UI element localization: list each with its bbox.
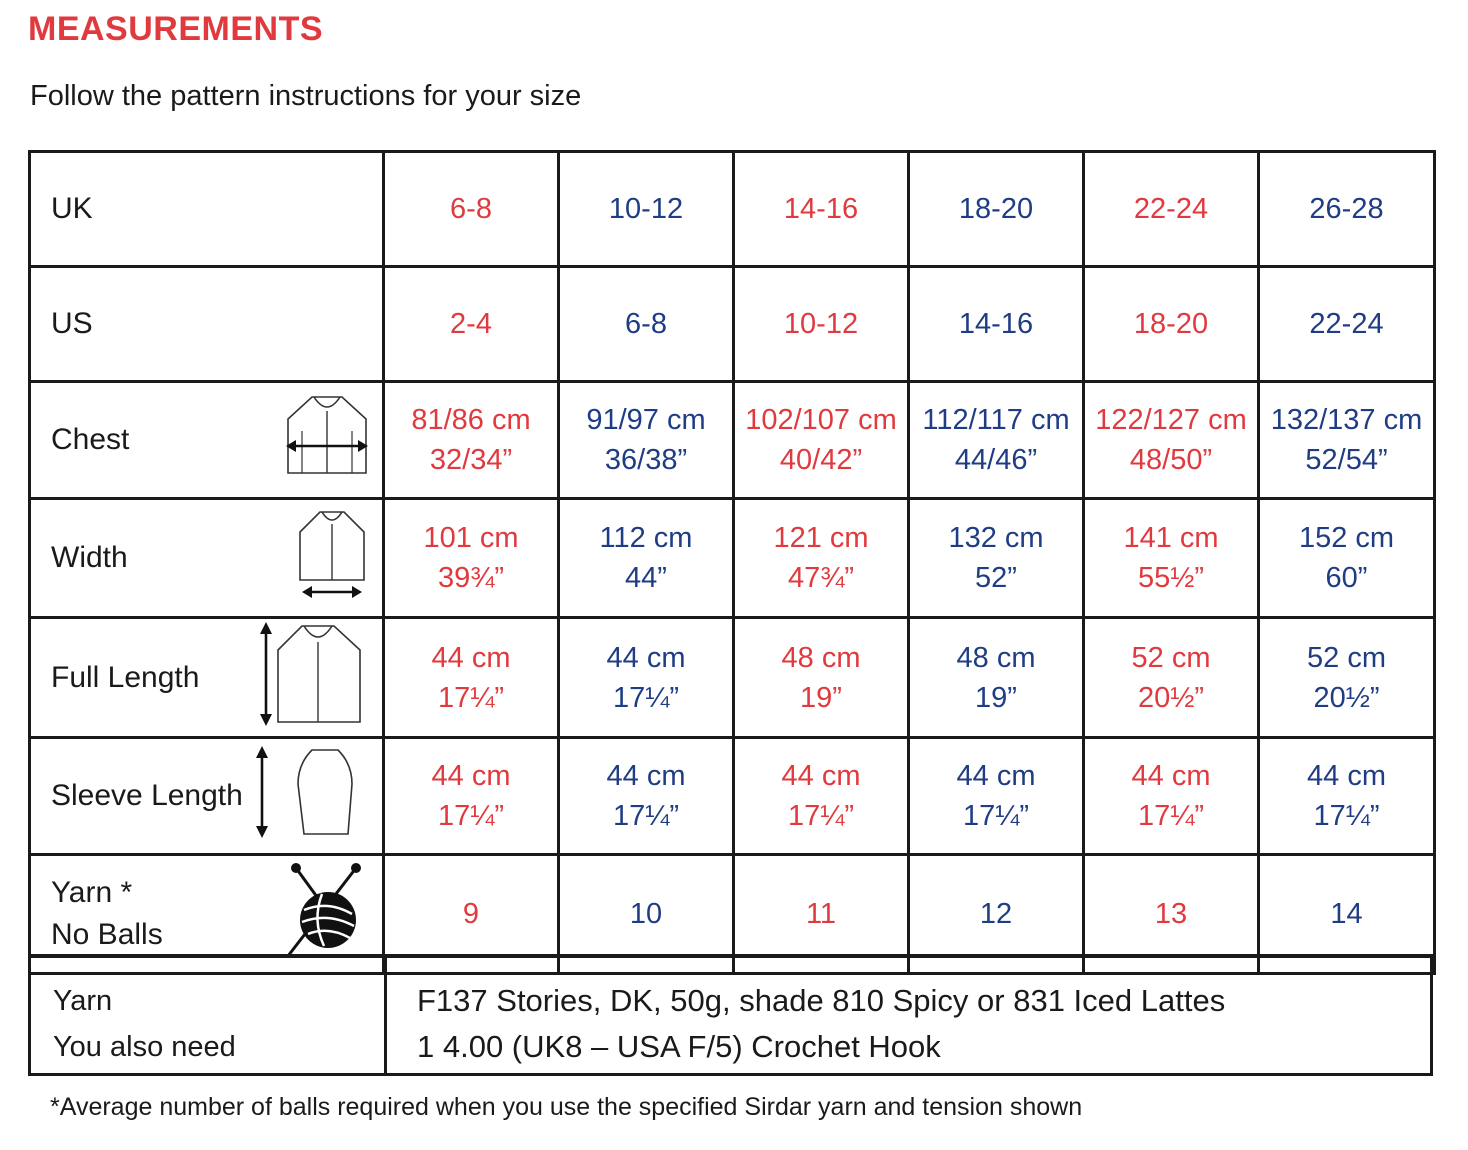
size-value: 102/107 cm: [745, 404, 897, 436]
size-value-cell: [559, 738, 734, 855]
size-value: 44 cm: [956, 760, 1036, 792]
chest-measure-icon: [282, 391, 372, 489]
row-label-cell: [30, 618, 384, 738]
size-value: 44/46”: [954, 444, 1038, 476]
size-value: 48 cm: [781, 641, 861, 674]
size-value: 44 cm: [1131, 760, 1211, 792]
size-value: 2-4: [450, 308, 492, 340]
size-value-cell: [909, 267, 1084, 382]
size-value: 91/97 cm: [586, 404, 706, 436]
size-value-cell: [559, 382, 734, 499]
row-label-text: US: [51, 307, 93, 340]
size-value-cell: [1259, 499, 1435, 618]
size-value: 44 cm: [781, 760, 861, 792]
size-value: 112/117 cm: [922, 404, 1070, 436]
sleeve-length-measure-icon: [242, 744, 372, 848]
size-value-cell: [384, 267, 559, 382]
size-value: 18-20: [1133, 308, 1209, 340]
size-value: 12: [979, 898, 1013, 930]
measurements-table: [28, 150, 1436, 975]
size-value-cell: [909, 499, 1084, 618]
size-value: 44 cm: [606, 641, 686, 674]
size-value: 40/42”: [779, 444, 863, 476]
row-label: [51, 872, 163, 956]
size-value-cell: [1259, 267, 1435, 382]
page-subheading: Follow the pattern instructions for your size: [30, 80, 582, 112]
row-label-text: Full Length: [51, 660, 200, 694]
size-value: 17¼”: [1313, 800, 1380, 832]
size-value: 47¾”: [787, 562, 855, 594]
size-value: 17¼”: [787, 800, 855, 832]
size-value: 81/86 cm: [411, 404, 531, 436]
size-value: 55½”: [1137, 562, 1205, 594]
size-value-cell: [1084, 499, 1259, 618]
row-label: [51, 537, 128, 579]
size-value-cell: [734, 382, 909, 499]
size-value: 48/50”: [1129, 444, 1213, 476]
page-heading: MEASUREMENTS: [28, 10, 324, 48]
size-value: 121 cm: [773, 522, 869, 554]
size-value-cell: [909, 618, 1084, 738]
size-value: 14-16: [783, 193, 859, 225]
row-label-cell: [30, 738, 384, 855]
yarn-detail-line: F137 Stories, DK, 50g, shade 810 Spicy or 831 Iced Lattes: [417, 983, 1226, 1018]
size-value-cell: [909, 152, 1084, 267]
size-value: 36/38”: [604, 444, 688, 476]
size-value: 26-28: [1309, 193, 1384, 225]
size-value: 22-24: [1133, 193, 1209, 225]
size-value: 122/127 cm: [1095, 404, 1247, 436]
size-value: 17¼”: [1137, 800, 1205, 832]
size-value: 19”: [800, 681, 842, 714]
yarn-labels: [53, 978, 236, 1070]
size-value-cell: [909, 382, 1084, 499]
size-value: 44 cm: [606, 760, 686, 792]
row-label: [51, 188, 93, 230]
size-value-cell: [384, 738, 559, 855]
footnote: *Average number of balls required when you use the specified Sirdar yarn and tension shown: [50, 1093, 1083, 1121]
width-measure-icon: [292, 508, 372, 608]
size-value-cell: [1084, 618, 1259, 738]
size-value: 32/34”: [429, 444, 513, 476]
row-label: [51, 657, 199, 699]
row-label-cell: [30, 382, 384, 499]
size-value: 17¼”: [612, 681, 680, 714]
size-value: 9: [462, 898, 480, 930]
size-value: 101 cm: [423, 522, 519, 554]
table-row: [30, 499, 1435, 618]
size-value: 6-8: [450, 193, 492, 225]
row-label-text: Sleeve Length: [51, 779, 243, 812]
size-value: 17¼”: [437, 681, 505, 714]
yarn-label: Yarn: [53, 985, 113, 1017]
size-value: 44”: [625, 562, 667, 594]
column-divider: [384, 958, 387, 1073]
size-value: 17¼”: [437, 800, 505, 832]
size-value: 152 cm: [1298, 522, 1395, 554]
size-value-cell: [384, 618, 559, 738]
row-label-cell: [30, 152, 384, 267]
size-value-cell: [1259, 738, 1435, 855]
size-value: 52 cm: [1307, 641, 1386, 674]
row-label-text: UK: [51, 192, 93, 225]
row-label-text: Yarn *: [51, 876, 133, 909]
row-label: [51, 775, 243, 817]
size-value: 39¾”: [437, 562, 505, 594]
size-value: 141 cm: [1123, 522, 1219, 554]
size-value-cell: [1084, 152, 1259, 267]
row-label-text: Width: [51, 541, 128, 574]
size-value: 132/137 cm: [1270, 404, 1423, 436]
size-value-cell: [1259, 618, 1435, 738]
size-value: 14: [1330, 898, 1363, 930]
yarn-details: [417, 978, 1225, 1070]
row-label-cell: [30, 267, 384, 382]
size-value: 22-24: [1309, 308, 1384, 340]
row-label-text: Chest: [51, 423, 130, 456]
full-length-measure-icon: [254, 620, 372, 736]
size-value: 44 cm: [431, 641, 511, 674]
size-value-cell: [384, 382, 559, 499]
size-value: 60”: [1325, 562, 1368, 594]
size-value: 10-12: [608, 193, 684, 225]
size-value: 17¼”: [962, 800, 1030, 832]
also-need-label: You also need: [53, 1031, 236, 1063]
size-value-cell: [559, 499, 734, 618]
size-value-cell: [559, 618, 734, 738]
yarn-ball-icon: [282, 860, 372, 968]
size-value-cell: [734, 618, 909, 738]
size-value-cell: [1084, 267, 1259, 382]
size-value-cell: [734, 152, 909, 267]
hook-detail-line: 1 4.00 (UK8 – USA F/5) Crochet Hook: [417, 1029, 941, 1064]
size-value: 17¼”: [612, 800, 680, 832]
size-value: 44 cm: [431, 760, 511, 792]
size-value: 52 cm: [1131, 641, 1211, 674]
size-value-cell: [909, 738, 1084, 855]
size-value: 44 cm: [1307, 760, 1386, 792]
size-value: 6-8: [625, 308, 667, 340]
size-value: 19”: [975, 681, 1017, 714]
row-label: [51, 419, 129, 461]
size-value: 10: [629, 898, 663, 930]
table-row: [30, 618, 1435, 738]
size-value-cell: [1084, 382, 1259, 499]
size-value-cell: [734, 267, 909, 382]
size-value-cell: [384, 499, 559, 618]
size-value-cell: [1259, 382, 1435, 499]
size-value-cell: [384, 152, 559, 267]
row-label-cell: [30, 499, 384, 618]
size-value: 52/54”: [1305, 444, 1388, 476]
size-value: 48 cm: [956, 641, 1036, 674]
size-value-cell: [559, 152, 734, 267]
row-label: [51, 303, 93, 345]
table-row: [30, 152, 1435, 267]
size-value-cell: [734, 738, 909, 855]
size-value: 14-16: [958, 308, 1034, 340]
size-value: 11: [805, 898, 837, 930]
table-row: [30, 267, 1435, 382]
table-row: [30, 382, 1435, 499]
size-value: 20½”: [1313, 681, 1380, 714]
size-value-cell: [1259, 152, 1435, 267]
size-value: 13: [1154, 898, 1188, 930]
size-value-cell: [559, 267, 734, 382]
size-value: 52”: [975, 562, 1017, 594]
size-value-cell: [1084, 738, 1259, 855]
size-value: 132 cm: [948, 522, 1044, 554]
row-label-text-2: No Balls: [51, 918, 163, 951]
yarn-requirements-box: [28, 954, 1433, 1076]
size-value: 112 cm: [599, 522, 693, 554]
size-value: 20½”: [1137, 681, 1205, 714]
size-value-cell: [734, 499, 909, 618]
size-value: 18-20: [958, 193, 1034, 225]
size-value: 10-12: [783, 308, 859, 340]
table-row: [30, 738, 1435, 855]
